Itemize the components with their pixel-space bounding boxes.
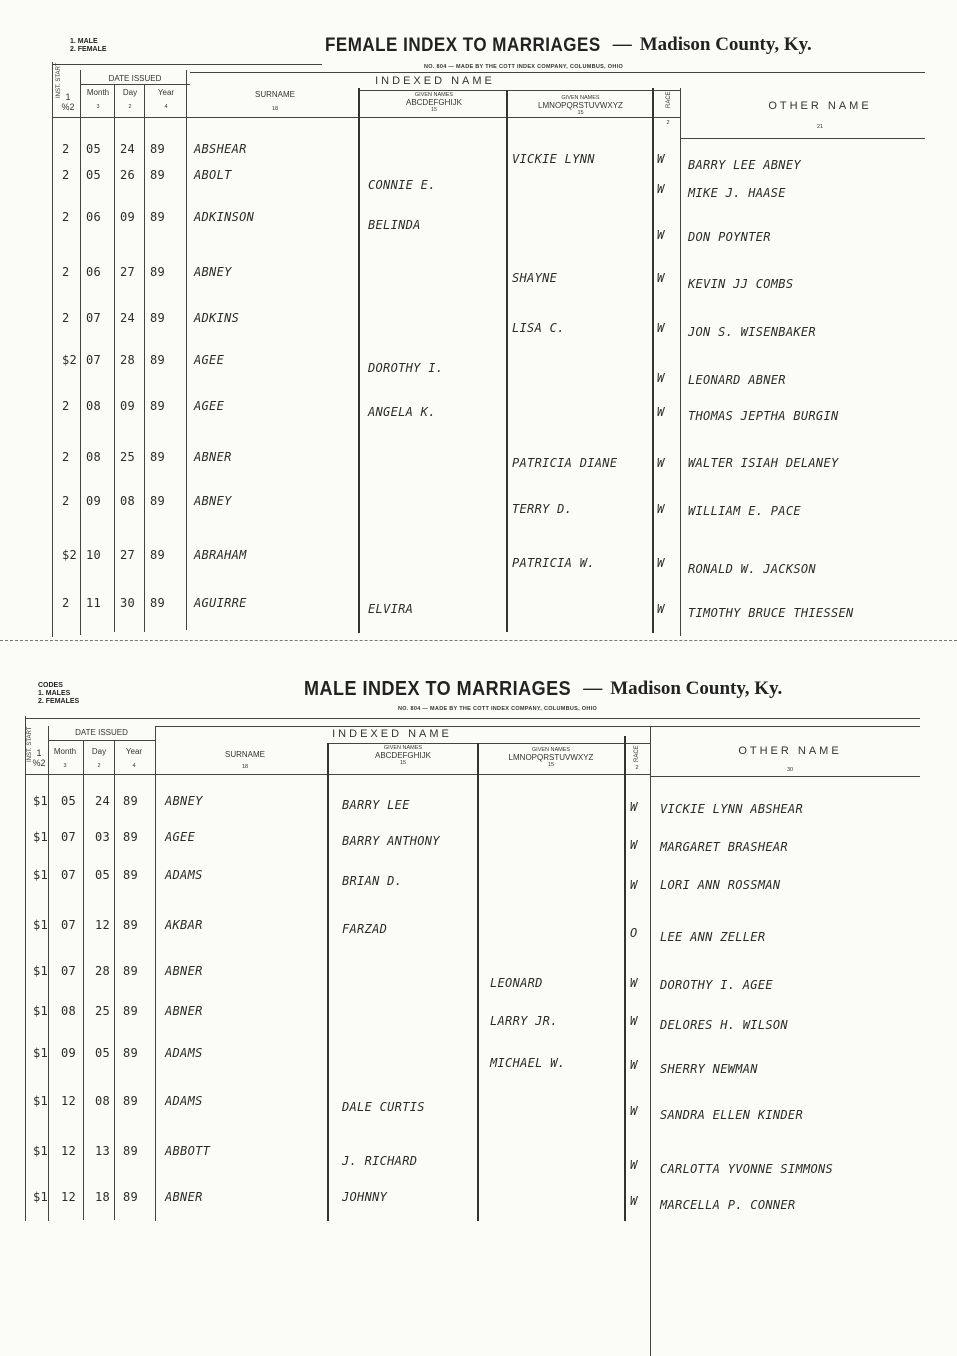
codes-label: CODES [38,682,63,689]
cell-given2: VICKIE LYNN [512,152,595,166]
cell-race: W [630,976,638,990]
year-col-number: 4 [164,104,168,110]
cell-race: W [657,502,665,516]
cell-given1: J. RICHARD [342,1154,418,1168]
given2-col-number: 15 [577,110,584,116]
month-col-number: 3 [63,763,67,769]
cell-other: LORI ANN ROSSMAN [660,878,781,892]
cell-given2: LEONARD [490,976,543,990]
cell-code: 2 [62,265,70,279]
cell-code: 2 [62,142,70,156]
indexed-name-header: INDEXED NAME [332,728,452,740]
race-col-number: 2 [666,120,670,126]
cell-other: LEONARD ABNER [688,373,786,387]
indexed-name-header: INDEXED NAME [375,75,495,87]
cell-given1: BARRY ANTHONY [342,834,440,848]
cell-month: 07 [86,311,102,325]
cell-surname: ADAMS [165,1046,203,1060]
rule [52,64,322,65]
publisher-line: NO. 804 — MADE BY THE COTT INDEX COMPANY, COLUMBUS, OHIO [424,64,624,70]
cell-given1: DALE CURTIS [342,1100,425,1114]
other-name-header: OTHER NAME [738,745,842,757]
given-names-1-header [328,745,478,766]
given2-label: GIVEN NAMES [561,95,600,101]
cell-given2: LISA C. [512,321,565,335]
cell-day: 08 [95,1094,111,1108]
cell-code: $2 [62,353,78,367]
cell-code: 2 [62,450,70,464]
given-names-1-header [360,92,508,113]
cell-month: 05 [61,794,77,808]
day-col-number: 2 [128,104,132,110]
cell-code: $1 [33,1004,49,1018]
cell-month: 07 [61,918,77,932]
rule [360,90,680,91]
race-header: RACE [666,91,672,108]
cell-other: DOROTHY I. AGEE [660,978,773,992]
rule [680,138,925,139]
cell-code: $1 [33,1094,49,1108]
cell-year: 89 [123,830,139,844]
male-index-sheet [0,670,957,1356]
cell-other: JON S. WISENBAKER [688,325,816,339]
cell-race: W [630,1058,638,1072]
cell-code: $1 [33,918,49,932]
cell-race: W [630,1104,638,1118]
cell-day: 08 [120,494,136,508]
given1-letters: ABCDEFGHIJK [374,751,431,760]
codes-legend [70,38,107,54]
given1-label: GIVEN NAMES [383,745,423,751]
cell-other: DON POYNTER [688,230,771,244]
cell-given2: TERRY D. [512,502,573,516]
col-rule [624,736,626,1221]
code-header: 1 %2 [32,748,46,768]
cell-other: TIMOTHY BRUCE THIESSEN [688,606,854,620]
cell-month: 08 [61,1004,77,1018]
code-females: 2. FEMALES [38,698,80,705]
cell-code: $1 [33,1046,49,1060]
cell-other: CARLOTTA YVONNE SIMMONS [660,1162,834,1176]
cell-race: W [630,1014,638,1028]
col-rule [506,90,508,632]
date-issued-header: DATE ISSUED [108,74,162,83]
other-name-header: OTHER NAME [768,100,872,112]
code-header: 1 %2 [61,92,75,112]
cell-year: 89 [150,596,166,610]
cell-given1: BELINDA [368,218,421,232]
inst-start-header: INST. START [56,62,62,98]
cell-surname: ABNER [165,1004,203,1018]
female-index-sheet [0,0,957,650]
cell-month: 05 [86,168,102,182]
cell-day: 13 [95,1144,111,1158]
given2-col-number: 15 [547,762,555,768]
title-dash: — [612,34,632,55]
day-header: Day [122,88,138,97]
cell-other: SANDRA ELLEN KINDER [660,1108,803,1122]
rule [190,72,925,73]
cell-year: 89 [150,210,166,224]
cell-surname: ADAMS [165,1094,203,1108]
cell-month: 08 [86,450,102,464]
rule [155,726,920,727]
cell-month: 07 [61,964,77,978]
cell-year: 89 [150,265,166,279]
cell-code: $2 [62,548,78,562]
cell-race: O [630,926,638,940]
cell-year: 89 [123,868,139,882]
col-rule [358,88,360,633]
month-col-number: 3 [96,104,100,110]
cell-race: W [657,152,665,166]
cell-race: W [630,838,638,852]
date-issued-header: DATE ISSUED [75,728,128,737]
cell-month: 12 [61,1144,77,1158]
cell-race: W [657,556,665,570]
race-header: RACE [634,745,640,762]
cell-other: BARRY LEE ABNEY [688,158,801,172]
cell-given2: PATRICIA W. [512,556,595,570]
cell-surname: AGUIRRE [194,596,247,610]
cell-race: W [657,371,665,385]
cell-surname: ABOLT [194,168,232,182]
col-rule [114,84,115,632]
col-rule [477,743,479,1221]
cell-year: 89 [123,964,139,978]
surname-col-number: 18 [241,764,249,770]
cell-month: 08 [86,399,102,413]
cell-year: 89 [150,494,166,508]
cell-year: 89 [123,1094,139,1108]
rule [650,776,920,777]
cell-other: SHERRY NEWMAN [660,1062,758,1076]
cell-day: 28 [95,964,111,978]
year-header: Year [157,88,175,97]
cell-given2: PATRICIA DIANE [512,456,618,470]
cell-other: VICKIE LYNN ABSHEAR [660,802,803,816]
given1-label: GIVEN NAMES [414,92,454,98]
cell-code: 2 [62,168,70,182]
cell-month: 07 [61,830,77,844]
cell-day: 26 [120,168,136,182]
cell-surname: AGEE [194,353,225,367]
county-name: Madison County, Ky. [639,34,812,55]
day-col-number: 2 [97,763,101,769]
col-rule [114,740,115,1220]
cell-code: 2 [62,596,70,610]
rule [80,84,190,85]
title-dash: — [583,678,603,699]
cell-year: 89 [150,142,166,156]
cell-given2: MICHAEL W. [490,1056,566,1070]
page-title [304,678,782,700]
cell-given1: ELVIRA [368,602,414,616]
col-rule [327,743,329,1221]
cell-other: KEVIN JJ COMBS [688,277,794,291]
cell-surname: AGEE [194,399,225,413]
cell-day: 30 [120,596,136,610]
cell-other: MIKE J. HAASE [688,186,786,200]
cell-day: 18 [95,1190,111,1204]
rule [25,774,650,775]
title-text: MALE INDEX TO MARRIAGES [304,676,572,700]
cell-race: W [657,405,665,419]
cell-given1: ANGELA K. [368,405,436,419]
cell-year: 89 [123,1190,139,1204]
cell-surname: AKBAR [165,918,203,932]
month-header: Month [86,88,110,97]
cell-month: 06 [86,265,102,279]
cell-surname: AGEE [165,830,196,844]
publisher-line: NO. 804 — MADE BY THE COTT INDEX COMPANY, COLUMBUS, OHIO [398,706,598,712]
race-col-number: 2 [635,765,639,771]
cell-given2: SHAYNE [512,271,558,285]
cell-year: 89 [150,399,166,413]
cell-month: 07 [86,353,102,367]
cell-day: 03 [95,830,111,844]
cell-code: $1 [33,1190,49,1204]
inst-start-header: INST. START [27,726,33,762]
cell-day: 05 [95,1046,111,1060]
cell-month: 11 [86,596,102,610]
cell-year: 89 [150,168,166,182]
cell-day: 25 [120,450,136,464]
col-rule [650,726,651,1356]
cell-race: W [657,182,665,196]
cell-race: W [657,271,665,285]
cell-surname: ABSHEAR [194,142,247,156]
cell-month: 06 [86,210,102,224]
cell-day: 05 [95,868,111,882]
cell-other: DELORES H. WILSON [660,1018,788,1032]
other-col-number: 30 [786,767,794,773]
cell-surname: ADKINS [194,311,240,325]
cell-other: RONALD W. JACKSON [688,562,816,576]
rule [25,718,920,719]
cell-year: 89 [123,1144,139,1158]
col-rule [52,62,53,637]
cell-month: 07 [61,868,77,882]
county-name: Madison County, Ky. [610,678,783,699]
cell-race: W [657,228,665,242]
cell-given1: DOROTHY I. [368,361,444,375]
cell-code: 2 [62,399,70,413]
col-rule [48,726,49,1221]
cell-given1: JOHNNY [342,1190,388,1204]
cell-surname: ABNER [194,450,232,464]
cell-surname: ABNEY [165,794,203,808]
cell-year: 89 [150,548,166,562]
given-names-2-header [508,95,653,116]
cell-month: 12 [61,1190,77,1204]
cell-other: MARGARET BRASHEAR [660,840,788,854]
code-female: 2. FEMALE [70,46,107,53]
surname-col-number: 18 [271,106,279,112]
given2-label: GIVEN NAMES [531,747,571,753]
cell-given2: LARRY JR. [490,1014,558,1028]
cell-year: 89 [123,794,139,808]
col-rule [80,70,81,635]
col-rule [155,726,156,1221]
cell-surname: ABBOTT [165,1144,211,1158]
page-divider [0,640,957,642]
cell-race: W [657,321,665,335]
cell-surname: ABNER [165,964,203,978]
cell-code: $1 [33,830,49,844]
cell-code: $1 [33,794,49,808]
given-names-2-header [478,747,624,768]
cell-code: 2 [62,210,70,224]
given1-col-number: 15 [399,760,407,766]
col-rule [652,88,654,633]
year-header: Year [125,747,143,756]
cell-year: 89 [150,311,166,325]
cell-year: 89 [150,353,166,367]
cell-race: W [630,1194,638,1208]
cell-surname: ABNEY [194,494,232,508]
surname-header: SURNAME [224,750,265,759]
cell-code: $1 [33,868,49,882]
cell-given1: BRIAN D. [342,874,403,888]
col-rule [680,88,681,636]
cell-race: W [630,800,638,814]
cell-code: 2 [62,494,70,508]
cell-surname: ABNEY [194,265,232,279]
given1-letters: ABCDEFGHIJK [405,98,462,107]
month-header: Month [53,747,77,756]
cell-month: 10 [86,548,102,562]
col-rule [144,84,145,632]
cell-day: 27 [120,548,136,562]
cell-day: 24 [95,794,111,808]
cell-other: MARCELLA P. CONNER [660,1198,796,1212]
cell-day: 25 [95,1004,111,1018]
cell-day: 09 [120,399,136,413]
page-title [325,34,812,56]
cell-day: 24 [120,142,136,156]
other-col-number: 21 [816,124,824,130]
cell-day: 27 [120,265,136,279]
cell-month: 12 [61,1094,77,1108]
cell-race: W [657,456,665,470]
given2-letters: LMNOPQRSTUVWXYZ [508,753,594,762]
cell-day: 12 [95,918,111,932]
cell-other: THOMAS JEPTHA BURGIN [688,409,839,423]
rule [52,117,680,118]
given1-col-number: 15 [430,107,438,113]
cell-code: $1 [33,1144,49,1158]
cell-code: 2 [62,311,70,325]
cell-day: 24 [120,311,136,325]
cell-race: W [630,878,638,892]
cell-race: W [657,602,665,616]
col-rule [25,716,26,1221]
col-rule [186,70,187,630]
cell-surname: ADAMS [165,868,203,882]
cell-given1: BARRY LEE [342,798,410,812]
cell-day: 28 [120,353,136,367]
code-males: 1. MALES [38,690,71,697]
cell-other: WILLIAM E. PACE [688,504,801,518]
title-text: FEMALE INDEX TO MARRIAGES [325,33,601,56]
cell-code: $1 [33,964,49,978]
col-rule [83,740,84,1220]
cell-year: 89 [123,1046,139,1060]
cell-other: WALTER ISIAH DELANEY [688,456,839,470]
cell-other: LEE ANN ZELLER [660,930,766,944]
rule [327,743,650,744]
cell-surname: ABRAHAM [194,548,247,562]
codes-legend [38,682,79,706]
code-male: 1. MALE [70,38,98,45]
year-col-number: 4 [132,763,136,769]
cell-day: 09 [120,210,136,224]
cell-given1: FARZAD [342,922,388,936]
cell-month: 09 [61,1046,77,1060]
cell-surname: ABNER [165,1190,203,1204]
rule [48,740,155,741]
cell-month: 05 [86,142,102,156]
day-header: Day [91,747,107,756]
cell-month: 09 [86,494,102,508]
cell-year: 89 [150,450,166,464]
surname-header: SURNAME [254,90,295,99]
cell-given1: CONNIE E. [368,178,436,192]
cell-year: 89 [123,1004,139,1018]
cell-race: W [630,1158,638,1172]
cell-year: 89 [123,918,139,932]
cell-surname: ADKINSON [194,210,255,224]
given2-letters: LMNOPQRSTUVWXYZ [538,101,623,110]
